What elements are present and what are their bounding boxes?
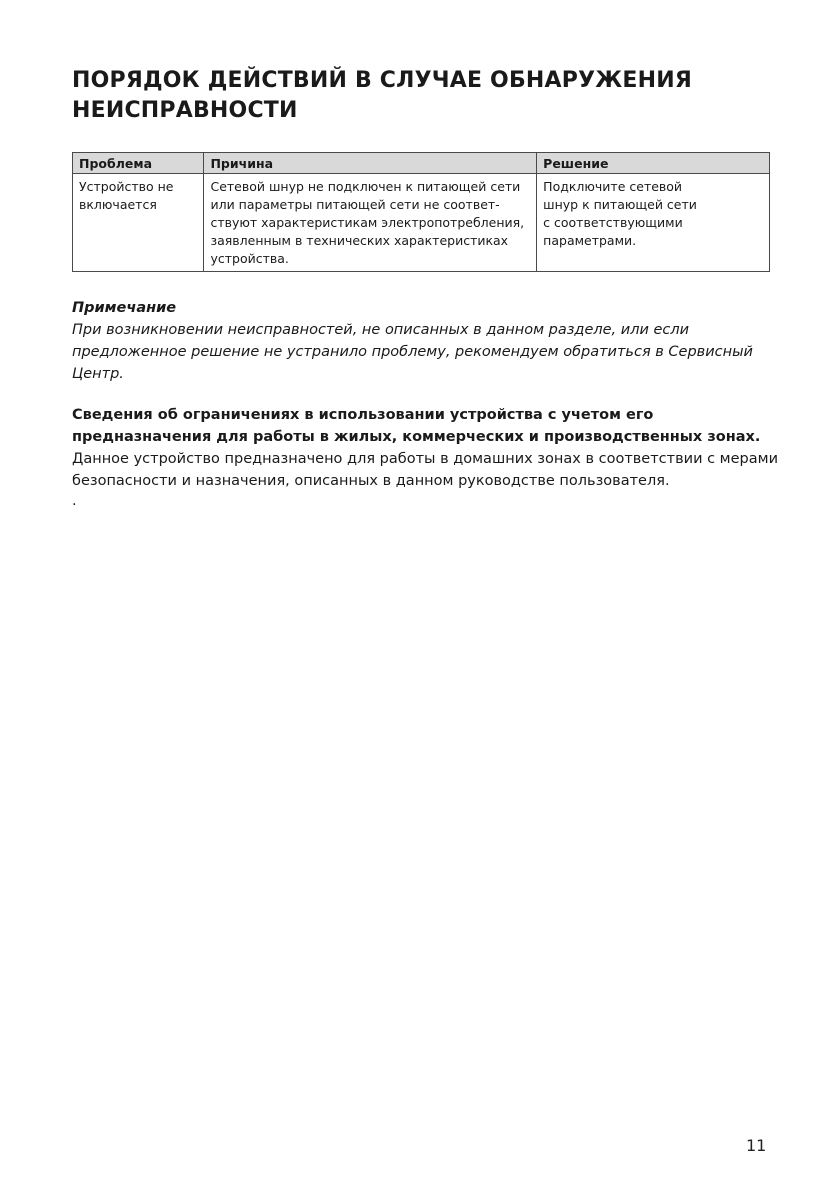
note-block (72, 297, 772, 385)
page-title: ПОРЯДОК ДЕЙСТВИЙ В СЛУЧАЕ ОБНАРУЖЕНИЯ НЕИСПРАВНОСТИ (72, 68, 692, 123)
restrictions-text: Данное устройство предназначено для работы в домашних зонах в соответствии с мерами безопасности и назначения, описанных в данном руководстве пользователя. (72, 451, 778, 489)
restrictions-title: Сведения об ограничениях в использовании устройства с учетом его предназначения для работы в жилых, коммерческих и производственных зонах. (72, 407, 761, 445)
restrictions-block (72, 404, 782, 510)
cell-solution: Подключите сетевой шнур к питающей сети с соответствующими параметрами. (537, 174, 770, 272)
table-header-row (73, 153, 770, 174)
cell-cause: Сетевой шнур не подключен к питающей сети или параметры питающей сети не соответ- ствуют характеристикам электропотребления, заявленным в технических характеристиках устройства. (204, 174, 537, 272)
header-solution: Решение (537, 153, 770, 174)
header-cause: Причина (204, 153, 537, 174)
cell-problem: Устройство не включается (73, 174, 204, 272)
header-problem: Проблема (73, 153, 204, 174)
note-title: Примечание (72, 300, 177, 316)
note-text: При возникновении неисправностей, не описанных в данном разделе, или если предложенное решение не устранило проблему, рекомендуем обратиться в Сервисный Центр. (72, 322, 753, 382)
troubleshooting-table (72, 152, 770, 272)
table-row (73, 174, 770, 272)
restrictions-trailing: . (72, 493, 77, 509)
page-number: 11 (746, 1136, 767, 1155)
